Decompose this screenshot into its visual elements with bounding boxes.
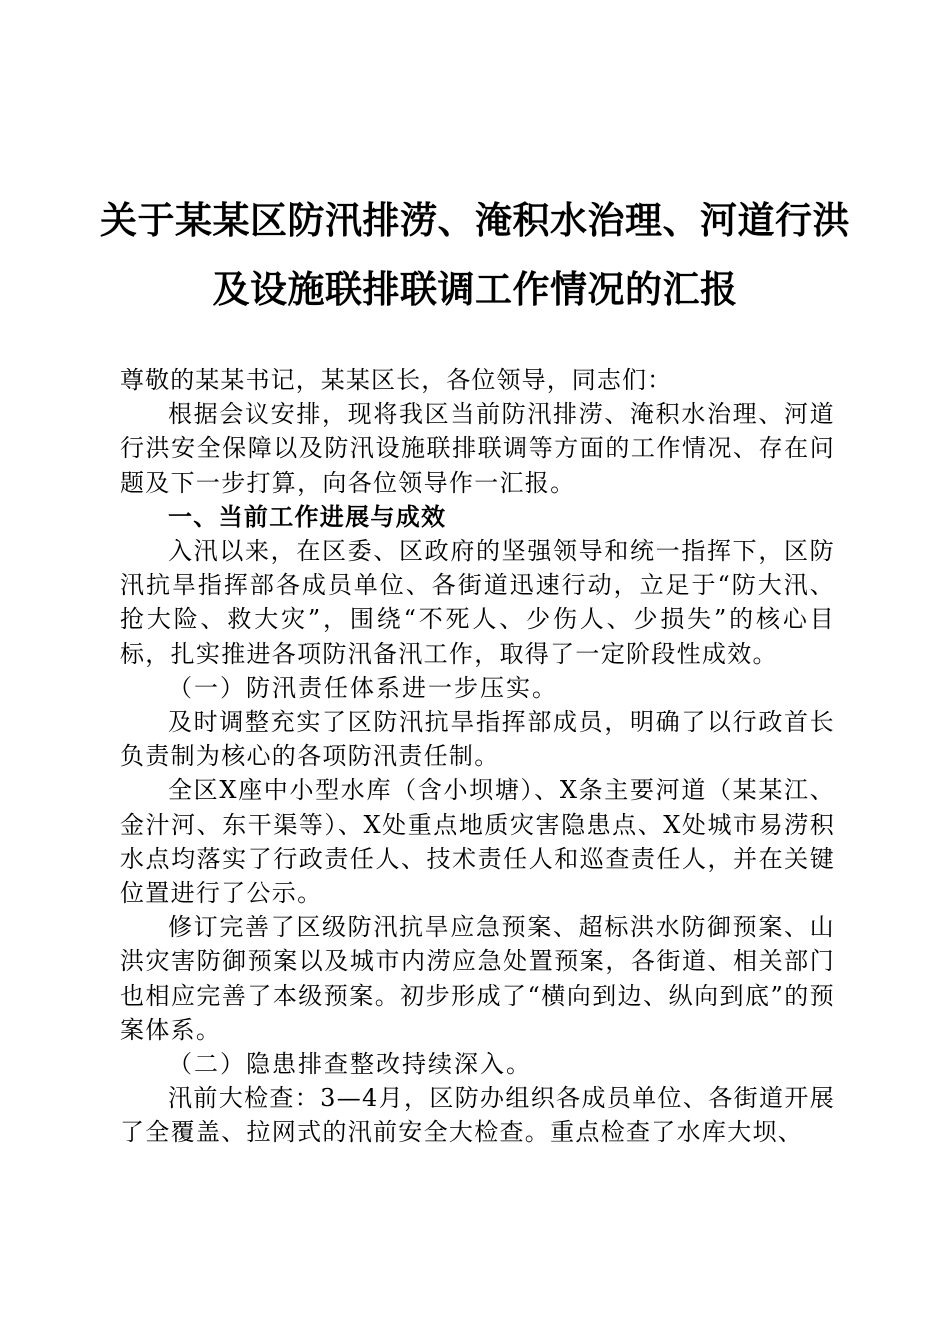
subsection-2-paragraph-1: 汛前大检查：3—4月，区防办组织各成员单位、各街道开展了全覆盖、拉网式的汛前安全大检查。重点检查了水库大坝、 [120, 1084, 835, 1147]
subsection-1-paragraph-2: 全区X座中小型水库（含小坝塘）、X条主要河道（某某江、金汁河、东干渠等）、X处重点地质灾害隐患点、X处城市易涝积水点均落实了行政责任人、技术责任人和巡查责任人，并在关键位置进行了公示。 [120, 776, 835, 908]
salutation: 尊敬的某某书记，某某区长，各位领导，同志们： [120, 366, 673, 394]
intro-paragraph: 根据会议安排，现将我区当前防汛排涝、淹积水治理、河道行洪安全保障以及防汛设施联排联调等方面的工作情况、存在问题及下一步打算，向各位领导作一汇报。 [120, 400, 835, 497]
section-1-paragraph: 入汛以来，在区委、区政府的坚强领导和统一指挥下，区防汛抗旱指挥部各成员单位、各街道迅速行动，立足于“防大汛、抢大险、救大灾”，围绕“不死人、少伤人、少损失”的核心目标，扎实推进各项防汛备汛工作，取得了一定阶段性成效。 [120, 537, 835, 668]
section-heading-1: 一、当前工作进展与成效 [168, 501, 447, 531]
document-body [120, 363, 835, 1150]
document-title-line-1: 关于某某区防汛排涝、淹积水治理、河道行洪 [100, 198, 850, 242]
subsection-1-paragraph-3: 修订完善了区级防汛抗旱应急预案、超标洪水防御预案、山洪灾害防御预案以及城市内涝应急处置预案，各街道、相关部门也相应完善了本级预案。初步形成了“横向到边、纵向到底”的预案体系。 [120, 913, 835, 1044]
subsection-heading-2: （二）隐患排查整改持续深入。 [168, 1050, 532, 1079]
document-title-line-2: 及设施联排联调工作情况的汇报 [212, 267, 738, 311]
subsection-heading-1: （一）防汛责任体系进一步压实。 [168, 673, 558, 702]
subsection-1-paragraph-1: 及时调整充实了区防汛抗旱指挥部成员，明确了以行政首长负责制为核心的各项防汛责任制。 [120, 708, 835, 771]
